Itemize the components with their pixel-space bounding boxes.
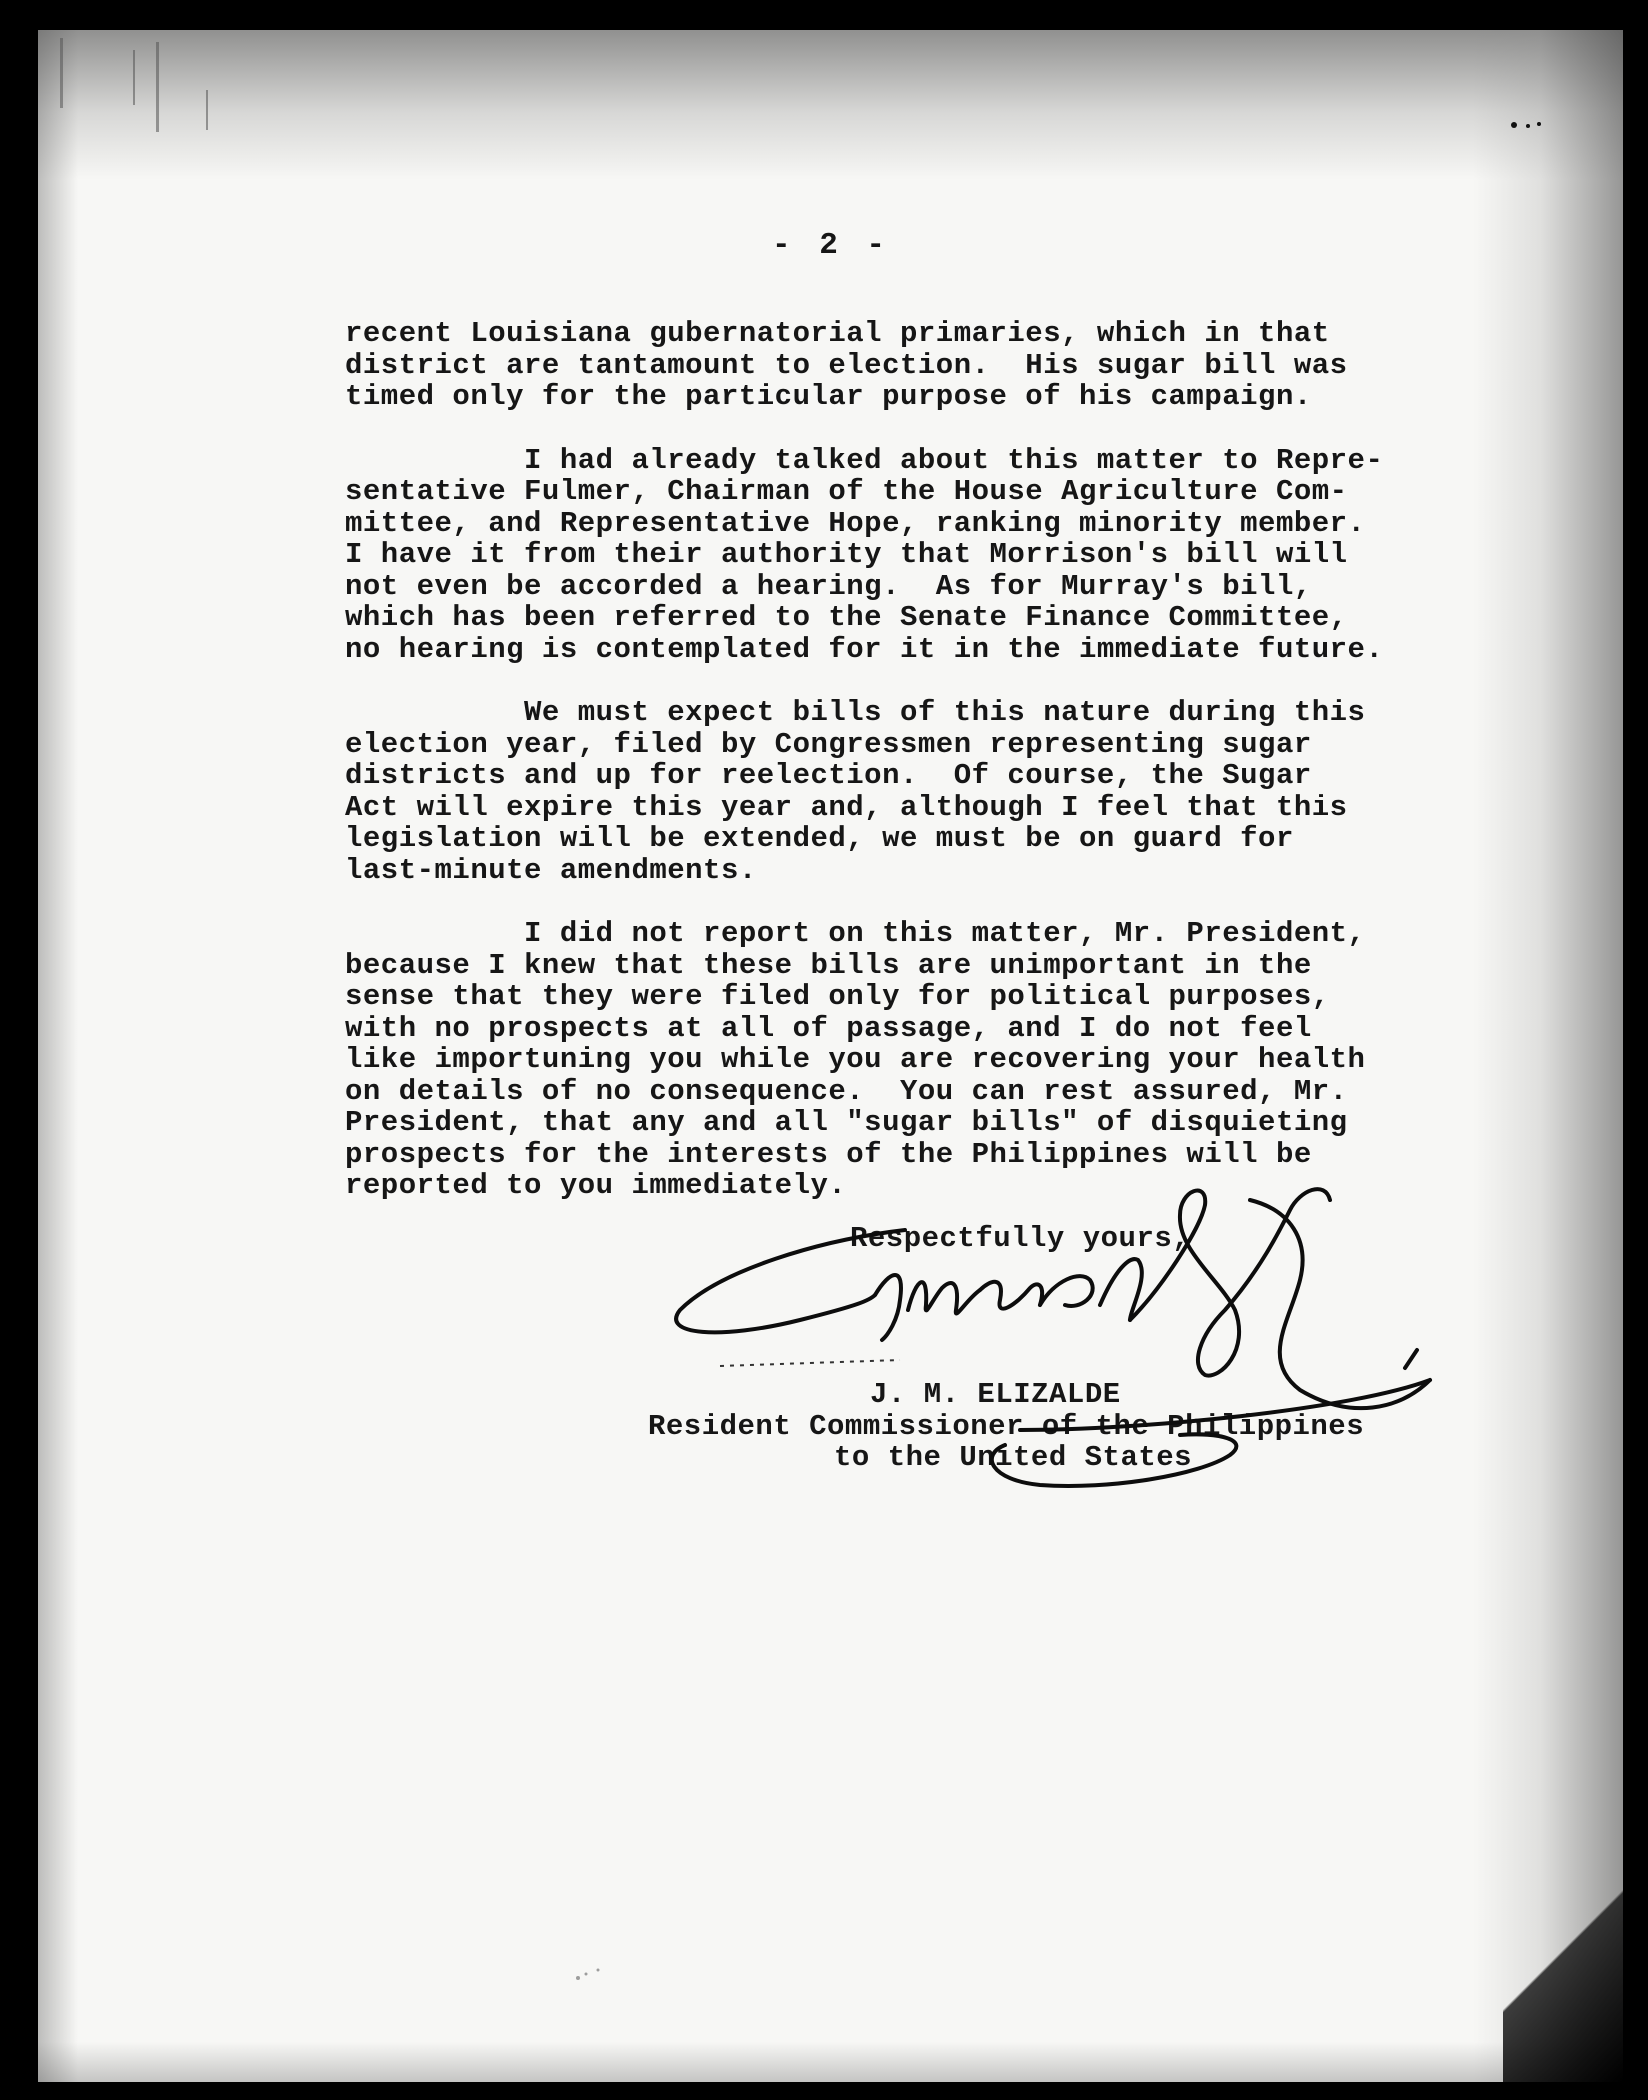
text-line: Act will expire this year and, although I feel that this [345, 790, 1348, 824]
text-line: which has been referred to the Senate Finance Committee, [345, 601, 1348, 634]
text-line: sentative Fulmer, Chairman of the House Agriculture Com- [345, 475, 1348, 508]
text-line: mittee, and Representative Hope, ranking minority member. [345, 506, 1366, 540]
paragraph [345, 918, 1465, 1202]
paragraph [345, 318, 1465, 413]
page-number: - 2 - [772, 228, 891, 263]
text-line: I have it from their authority that Morrison's bill will [345, 538, 1348, 571]
paragraph [345, 445, 1465, 666]
text-line: election year, filed by Congressmen representing sugar [345, 727, 1312, 761]
text-line: last-minute amendments. [345, 853, 757, 887]
text-line: reported to you immediately. [345, 1169, 847, 1202]
text-line: district are tantamount to election. His sugar bill was [345, 348, 1348, 382]
text-line: with no prospects at all of passage, and I do not feel [345, 1011, 1312, 1045]
text-line: no hearing is contemplated for it in the immediate future. [345, 632, 1384, 666]
scan-mark [1508, 118, 1548, 132]
paragraph [345, 697, 1465, 886]
letter-body [345, 318, 1465, 1202]
text-line: on details of no consequence. You can rest assured, Mr. [345, 1074, 1348, 1108]
handwritten-signature [660, 1170, 1440, 1500]
text-line: recent Louisiana gubernatorial primaries, which in that [345, 317, 1330, 350]
text-line: sense that they were filed only for political purposes, [345, 980, 1330, 1013]
text-line: like importuning you while you are recovering your health [345, 1043, 1366, 1076]
text-line: timed only for the particular purpose of his campaign. [345, 380, 1312, 413]
text-line: not even be accorded a hearing. As for Murray's bill, [345, 569, 1312, 603]
closing: Respectfully yours, [850, 1222, 1191, 1255]
text-line: because I knew that these bills are unimportant in the [345, 948, 1312, 982]
text-line: prospects for the interests of the Philippines will be [345, 1137, 1312, 1171]
text-line: I did not report on this matter, Mr. President, [345, 917, 1366, 950]
text-line: We must expect bills of this nature during this [345, 696, 1366, 729]
signatory-title-continued: to the United States [834, 1441, 1193, 1474]
signatory-title: Resident Commissioner of the Philippines [648, 1410, 1365, 1443]
signatory-name: J. M. ELIZALDE [870, 1378, 1121, 1411]
text-line: districts and up for reelection. Of course, the Sugar [345, 759, 1312, 792]
text-line: legislation will be extended, we must be on guard for [345, 822, 1294, 855]
text-line: President, that any and all "sugar bills" of disquieting [345, 1106, 1348, 1139]
text-line: I had already talked about this matter to Repre- [345, 443, 1384, 477]
